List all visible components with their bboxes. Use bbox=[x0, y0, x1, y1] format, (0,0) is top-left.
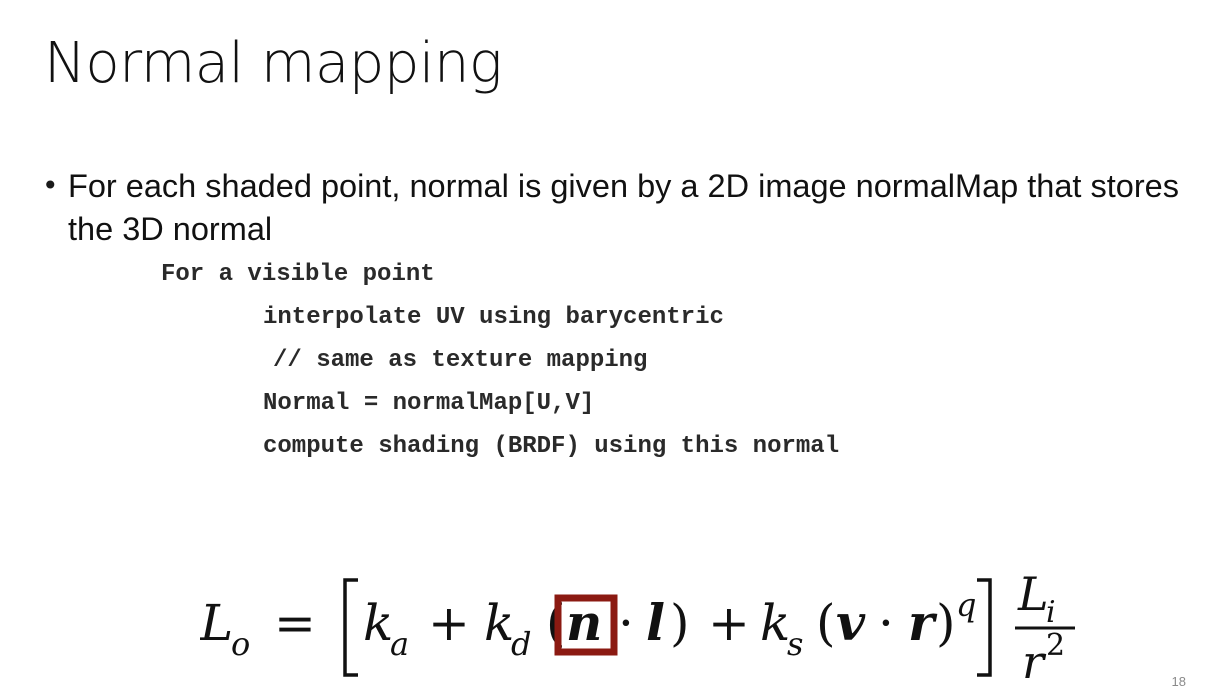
formula-plus: + bbox=[708, 594, 750, 652]
formula-paren-open: ( bbox=[816, 594, 836, 652]
formula-kd-sub: d bbox=[511, 625, 532, 663]
formula-ka-sub: a bbox=[390, 625, 410, 663]
code-comment: // same as texture mapping bbox=[273, 347, 648, 374]
page-number: 18 bbox=[1171, 674, 1186, 689]
formula-paren-close: ) bbox=[936, 594, 956, 652]
formula-kd: k bbox=[484, 594, 515, 652]
bullet-text: For each shaded point, normal is given by a 2D image normalMap that stores the 3D normal bbox=[68, 168, 1179, 247]
formula-lhs: L bbox=[200, 594, 234, 652]
formula-ks: k bbox=[760, 594, 791, 652]
formula-v: v bbox=[836, 593, 866, 652]
code-line: compute shading (BRDF) using this normal bbox=[263, 433, 840, 460]
formula-dot: · bbox=[878, 594, 894, 652]
formula-exponent: q bbox=[956, 586, 977, 624]
formula-denominator-exp: 2 bbox=[1046, 628, 1066, 663]
code-line: For a visible point bbox=[161, 261, 435, 288]
formula-ks-sub: s bbox=[787, 625, 804, 663]
bullet-item bbox=[42, 165, 1202, 251]
code-line: interpolate UV using barycentric bbox=[263, 304, 724, 331]
formula-denominator: r bbox=[1022, 635, 1044, 685]
formula-paren-open: ( bbox=[546, 594, 566, 652]
formula-numerator-sub: i bbox=[1046, 595, 1056, 630]
formula-ka: k bbox=[363, 594, 394, 652]
formula-plus: + bbox=[428, 594, 470, 652]
formula-r: r bbox=[908, 593, 935, 652]
formula-paren-close: ) bbox=[670, 594, 690, 652]
pseudocode-block bbox=[161, 258, 839, 473]
formula-lhs-sub: o bbox=[231, 625, 251, 663]
code-line: Normal = normalMap[U,V] bbox=[263, 390, 595, 417]
formula-dot: · bbox=[618, 594, 634, 652]
slide-title: Normal mapping bbox=[44, 31, 503, 96]
formula-n: n bbox=[566, 593, 603, 652]
shading-formula bbox=[200, 560, 1100, 685]
formula-l: l bbox=[646, 593, 665, 652]
formula-svg bbox=[200, 560, 1100, 685]
formula-equals: = bbox=[274, 594, 316, 652]
right-bracket bbox=[977, 580, 990, 675]
formula-numerator: L bbox=[1018, 567, 1049, 621]
left-bracket bbox=[345, 580, 358, 675]
bullet-marker: • bbox=[42, 169, 59, 202]
